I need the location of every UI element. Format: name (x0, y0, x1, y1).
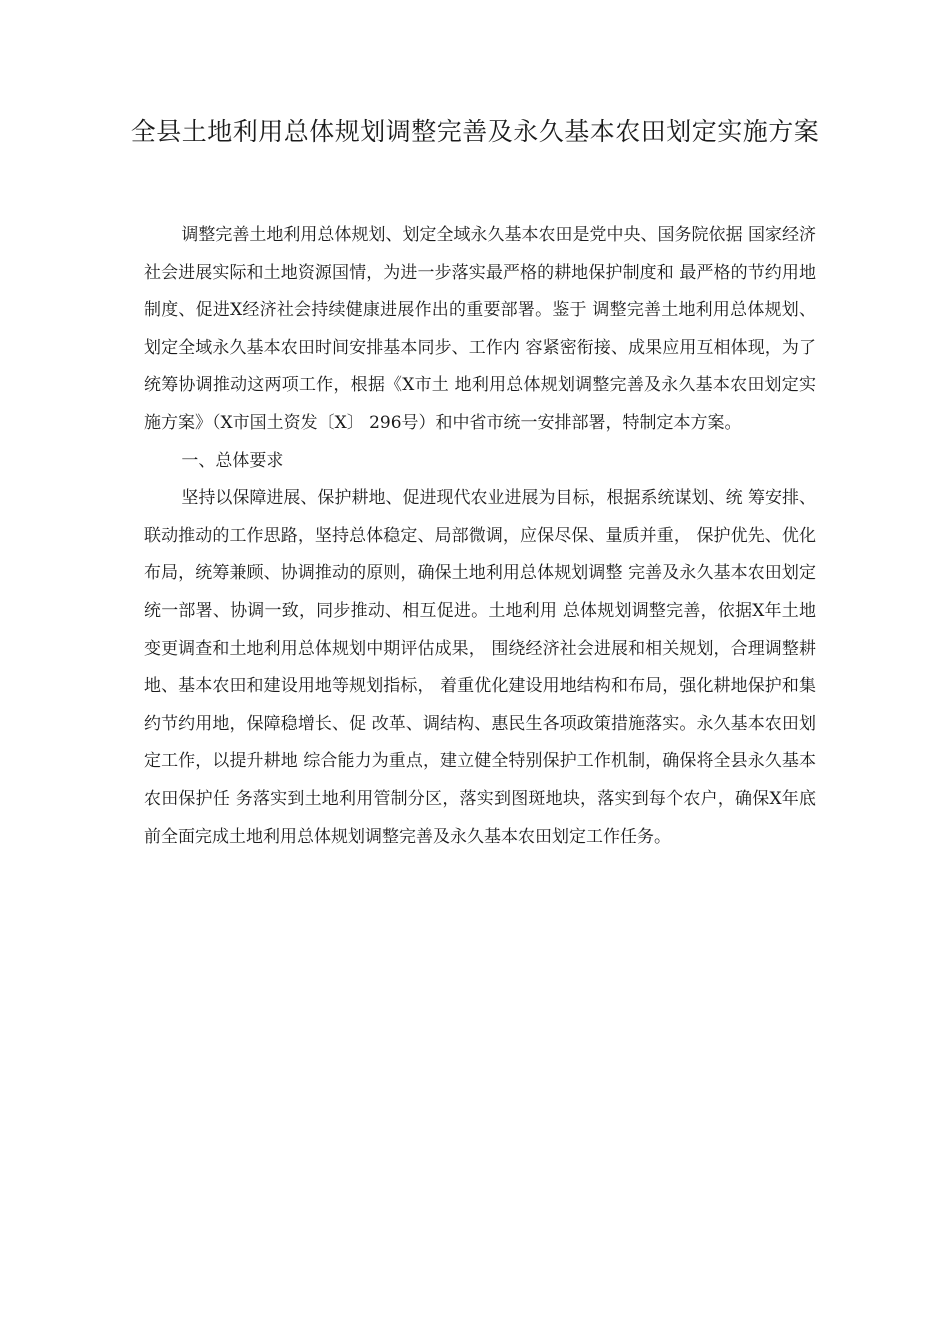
section-heading: 一、总体要求 (181, 450, 284, 471)
document-body (144, 217, 816, 856)
section-paragraph: 坚持以保障进展、保护耕地、促进现代农业进展为目标，根据系统谋划、统 筹安排、联动推动的工作思路，坚持总体稳定、局部微调，应保尽保、量质并重， 保护优先、优化布局，统筹兼顾、协调推动的原则，确保土地利用总体规划调整 完善及永久基本农田划定统一部署、协调一致，同步推动、相互促进。土地利用 总体规划调整完善，依据X年土地变更调查和土地利用总体规划中期评估成果， 围绕经济社会进展和相关规划，合理调整耕地、基本农田和建设用地等规划指标， 着重优化建设用地结构和布局，强化耕地保护和集约节约用地，保障稳增长、促 改革、调结构、惠民生各项政策措施落实。永久基本农田划定工作，以提升耕地 综合能力为重点，建立健全特别保护工作机制，确保将全县永久基本农田保护任 务落实到土地利用管制分区，落实到图斑地块，落实到每个农户，确保X年底 前全面完成土地利用总体规划调整完善及永久基本农田划定工作任务。 (144, 488, 816, 847)
intro-paragraph: 调整完善土地利用总体规划、划定全域永久基本农田是党中央、国务院依据 国家经济社会进展实际和土地资源国情，为进一步落实最严格的耕地保护制度和 最严格的节约用地制度、促进X经济社会持续健康进展作出的重要部署。鉴于 调整完善土地利用总体规划、划定全域永久基本农田时间安排基本同步、工作内 容紧密衔接、成果应用互相体现，为了统筹协调推动这两项工作，根据《X市土 地利用总体规划调整完善及永久基本农田划定实施方案》（X市国土资发〔X〕 296号）和中省市统一安排部署，特制定本方案。 (144, 225, 816, 433)
page-title: 全县土地利用总体规划调整完善及永久基本农田划定实施方案 (130, 117, 820, 146)
